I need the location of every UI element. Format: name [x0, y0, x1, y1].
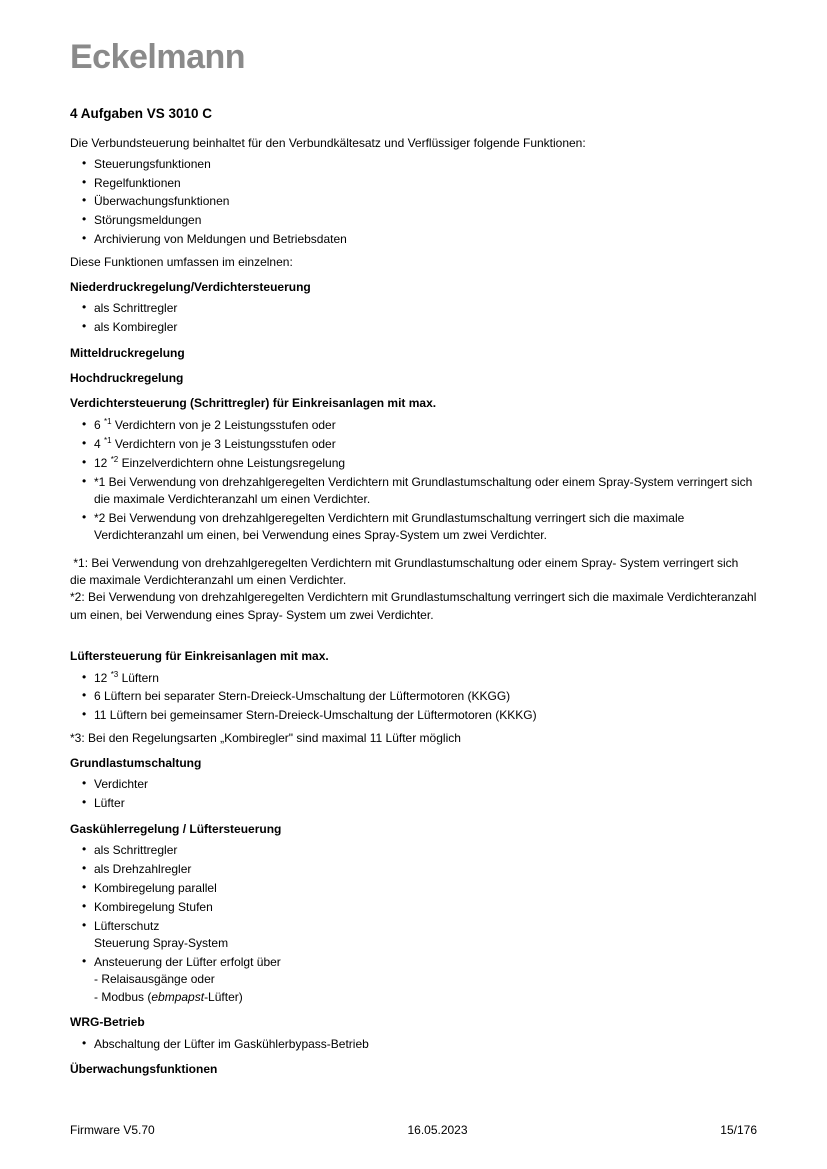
- gaskuehler-list: [70, 842, 757, 1006]
- item-text: 12: [94, 455, 111, 470]
- section-heading-verdichtersteuerung: Verdichtersteuerung (Schrittregler) für Einkreisanlagen mit max.: [70, 396, 437, 411]
- section-heading-grundlastumschaltung: Grundlastumschaltung: [70, 756, 202, 771]
- niederdruck-list: [70, 300, 757, 336]
- item-text: 12: [94, 670, 111, 685]
- list-item: • als Schrittregler: [82, 300, 757, 317]
- detail-intro-paragraph: Diese Funktionen umfassen im einzelnen:: [70, 254, 293, 269]
- item-text: • Ansteuerung der Lüfter erfolgt über: [94, 954, 281, 969]
- list-item: • 6 Lüftern bei separater Stern-Dreieck-Umschaltung der Lüftermotoren (KKGG): [82, 688, 757, 705]
- item-text: Einzelverdichtern ohne Leistungsregelung: [118, 455, 346, 470]
- list-item: • Kombiregelung parallel: [82, 880, 757, 897]
- list-item: • Kombiregelung Stufen: [82, 899, 757, 916]
- item-text: Verdichtern von je 3 Leistungsstufen oder: [111, 436, 336, 451]
- intro-paragraph: Die Verbundsteuerung beinhaltet für den Verbundkältesatz und Verflüssiger folgende Funktionen:: [70, 136, 586, 151]
- list-item: • Lüfter: [82, 795, 757, 812]
- item-text: - Modbus (: [94, 989, 152, 1004]
- brand-name-italic: ebmpapst: [151, 989, 205, 1004]
- list-item: • Archivierung von Meldungen und Betriebsdaten: [82, 231, 757, 248]
- list-item: • Regelfunktionen: [82, 175, 757, 192]
- list-item: • Steuerungsfunktionen: [82, 156, 757, 173]
- item-text: • Lüfterschutz: [94, 918, 160, 933]
- list-item: [82, 436, 757, 453]
- list-item: • als Drehzahlregler: [82, 861, 757, 878]
- footnote-3: *3: Bei den Regelungsarten „Kombiregler" sind maximal 11 Lüfter möglich: [70, 730, 461, 745]
- item-text: -Lüfter): [204, 989, 243, 1004]
- list-item: [82, 918, 757, 953]
- footer-date: 16.05.2023: [407, 1122, 468, 1137]
- footer-page-number: 15/176: [720, 1122, 757, 1137]
- item-text: Verdichtern von je 2 Leistungsstufen oder: [111, 417, 336, 432]
- footnote-1: *1: Bei Verwendung von drehzahlgeregelten Verdichtern mit Grundlastumschaltung oder einem Spray- System verringert sich die maximale Verdichteranzahl um einen Verdichter.: [70, 555, 742, 587]
- functions-list: [70, 156, 757, 249]
- section-heading-mitteldruck: Mitteldruckregelung: [70, 345, 185, 360]
- eckelmann-logo: Eckelmann: [70, 38, 246, 76]
- page-title: 4 Aufgaben VS 3010 C: [70, 105, 213, 121]
- item-text: Lüftern: [118, 670, 159, 685]
- list-item: • Verdichter: [82, 776, 757, 793]
- item-text: 4: [94, 436, 105, 451]
- verdichter-list: [70, 417, 757, 545]
- list-item: [82, 954, 757, 1006]
- section-heading-hochdruck: Hochdruckregelung: [70, 371, 184, 386]
- list-item: • als Schrittregler: [82, 842, 757, 859]
- footnote-ref: *3: [110, 669, 119, 679]
- item-text: 6: [94, 417, 105, 432]
- section-heading-gaskuehlerregelung: Gaskühlerregelung / Lüftersteuerung: [70, 821, 282, 836]
- page-footer: [70, 1122, 757, 1139]
- list-item: • *2 Bei Verwendung von drehzahlgeregelten Verdichtern mit Grundlastumschaltung verringert sich die maximale Verdichteranzahl um einen, bei Verwendung eines Spray-System um zwei Verdichter.: [82, 510, 757, 545]
- item-continuation: [94, 989, 757, 1006]
- section-heading-wrg-betrieb: WRG-Betrieb: [70, 1015, 145, 1030]
- footer-firmware-version: Firmware V5.70: [70, 1122, 155, 1137]
- footnote-ref: *2: [110, 454, 119, 464]
- footnote-ref: *1: [104, 435, 112, 445]
- wrg-list: [70, 1036, 757, 1053]
- list-item: • als Kombiregler: [82, 319, 757, 336]
- footnotes-block: [70, 555, 760, 625]
- list-item: • *1 Bei Verwendung von drehzahlgeregelten Verdichtern mit Grundlastumschaltung oder einem Spray-System verringert sich die maximale Verdichteranzahl um einen Verdichter.: [82, 474, 757, 509]
- luefter-list: [70, 670, 757, 725]
- list-item: • Störungsmeldungen: [82, 212, 757, 229]
- footnote-2: *2: Bei Verwendung von drehzahlgeregelten Verdichtern mit Grundlastumschaltung verringert sich die maximale Verdichteranzahl um einen, bei Verwendung eines Spray- System um zwei Verdichter.: [70, 590, 760, 622]
- section-heading-lueftersteuerung: Lüftersteuerung für Einkreisanlagen mit max.: [70, 649, 329, 664]
- list-item: • 11 Lüftern bei gemeinsamer Stern-Dreieck-Umschaltung der Lüftermotoren (KKKG): [82, 707, 757, 724]
- list-item: • Abschaltung der Lüfter im Gaskühlerbypass-Betrieb: [82, 1036, 757, 1053]
- item-continuation: Steuerung Spray-System: [94, 936, 229, 951]
- page-header: [70, 40, 757, 76]
- section-heading-ueberwachungsfunktionen: Überwachungsfunktionen: [70, 1061, 218, 1076]
- item-continuation: - Relaisausgänge oder: [94, 972, 215, 987]
- list-item: • Überwachungsfunktionen: [82, 193, 757, 210]
- list-item: [82, 670, 757, 687]
- list-item: [82, 455, 757, 472]
- list-item: [82, 417, 757, 434]
- document-content: [70, 104, 760, 1079]
- footnote-ref: *1: [104, 416, 112, 426]
- grundlast-list: [70, 776, 757, 812]
- section-heading-niederdruck: Niederdruckregelung/Verdichtersteuerung: [70, 279, 311, 294]
